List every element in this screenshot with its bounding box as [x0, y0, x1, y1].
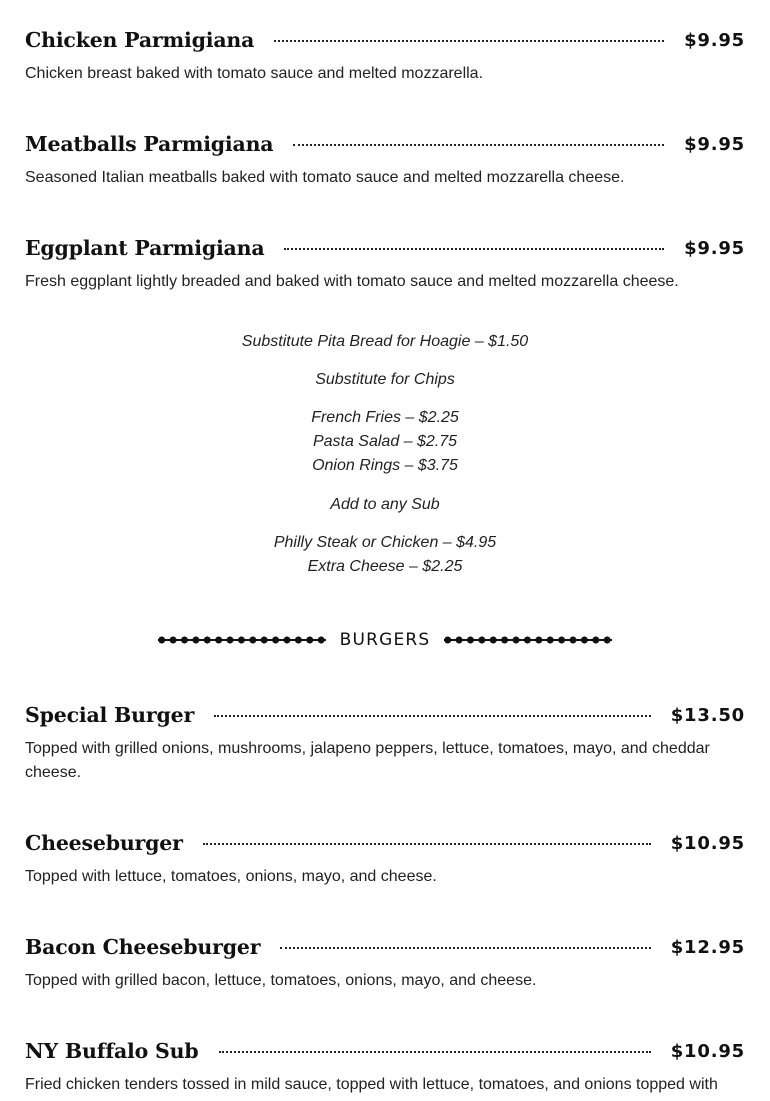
- menu-item-cheeseburger: [25, 829, 745, 889]
- menu-item-price: $12.95: [670, 936, 745, 958]
- menu-item-header: [25, 701, 745, 729]
- menu-item-description: Fresh eggplant lightly breaded and baked with tomato sauce and melted mozzarella cheese.: [25, 273, 679, 290]
- dotted-leader: [293, 144, 664, 146]
- menu-item-price: $9.95: [684, 237, 745, 259]
- dotted-leader: [203, 843, 651, 845]
- note-french-fries: French Fries – $2.25: [311, 409, 459, 426]
- menu-item-name: Eggplant Parmigiana: [25, 236, 265, 260]
- section-divider-right: [442, 636, 614, 644]
- menu-item-header: [25, 829, 745, 857]
- substitutions-notes: [25, 330, 745, 579]
- note-extra-cheese: Extra Cheese – $2.25: [307, 558, 463, 575]
- menu-item-name: Special Burger: [25, 703, 195, 727]
- menu-item-price: $10.95: [670, 1040, 745, 1062]
- menu-item-name: Meatballs Parmigiana: [25, 132, 274, 156]
- dotted-leader: [214, 715, 651, 717]
- note-philly: Philly Steak or Chicken – $4.95: [273, 534, 497, 551]
- menu-item-description: Topped with grilled bacon, lettuce, tomatoes, onions, mayo, and cheese.: [25, 972, 537, 989]
- menu-item-price: $13.50: [670, 704, 745, 726]
- note-pasta-salad: Pasta Salad – $2.75: [312, 433, 458, 450]
- menu-item-header: [25, 1037, 745, 1065]
- section-divider-left: [156, 636, 328, 644]
- menu-item-header: [25, 26, 745, 54]
- note-chips-heading: Substitute for Chips: [315, 371, 455, 388]
- menu-item-name: Chicken Parmigiana: [25, 28, 255, 52]
- note-add-heading: Add to any Sub: [330, 496, 440, 513]
- dotted-leader: [280, 947, 650, 949]
- menu-item-name: Bacon Cheeseburger: [25, 935, 261, 959]
- section-header-burgers: [25, 628, 745, 652]
- note-pita: Substitute Pita Bread for Hoagie – $1.50: [241, 333, 529, 350]
- menu-item-price: $9.95: [684, 29, 745, 51]
- dotted-leader: [274, 40, 664, 42]
- menu-item-header: [25, 933, 745, 961]
- menu-item-description: Chicken breast baked with tomato sauce and melted mozzarella.: [25, 65, 484, 82]
- menu-item-header: [25, 234, 745, 262]
- dotted-leader: [219, 1051, 651, 1053]
- dotted-leader: [284, 248, 664, 250]
- menu-item-eggplant-parmigiana: [25, 234, 745, 294]
- menu-item-special-burger: [25, 701, 745, 785]
- menu-item-ny-buffalo-sub: [25, 1037, 745, 1097]
- note-onion-rings: Onion Rings – $3.75: [312, 457, 458, 474]
- menu-item-bacon-cheeseburger: [25, 933, 745, 993]
- menu-item-header: [25, 130, 745, 158]
- section-title: BURGERS: [339, 630, 431, 650]
- menu-item-description: Fried chicken tenders tossed in mild sauce, topped with lettuce, tomatoes, and onions topped with: [25, 1076, 718, 1093]
- menu-item-description: Seasoned Italian meatballs baked with tomato sauce and melted mozzarella cheese.: [25, 169, 625, 186]
- menu-item-meatballs-parmigiana: [25, 130, 745, 190]
- menu-item-description: Topped with grilled onions, mushrooms, jalapeno peppers, lettuce, tomatoes, mayo, and cheddar cheese.: [25, 740, 710, 781]
- menu-item-price: $9.95: [684, 133, 745, 155]
- menu-item-description: Topped with lettuce, tomatoes, onions, mayo, and cheese.: [25, 868, 437, 885]
- menu-item-price: $10.95: [670, 832, 745, 854]
- menu-item-name: NY Buffalo Sub: [25, 1039, 199, 1063]
- menu-item-chicken-parmigiana: [25, 26, 745, 86]
- menu-item-name: Cheeseburger: [25, 831, 183, 855]
